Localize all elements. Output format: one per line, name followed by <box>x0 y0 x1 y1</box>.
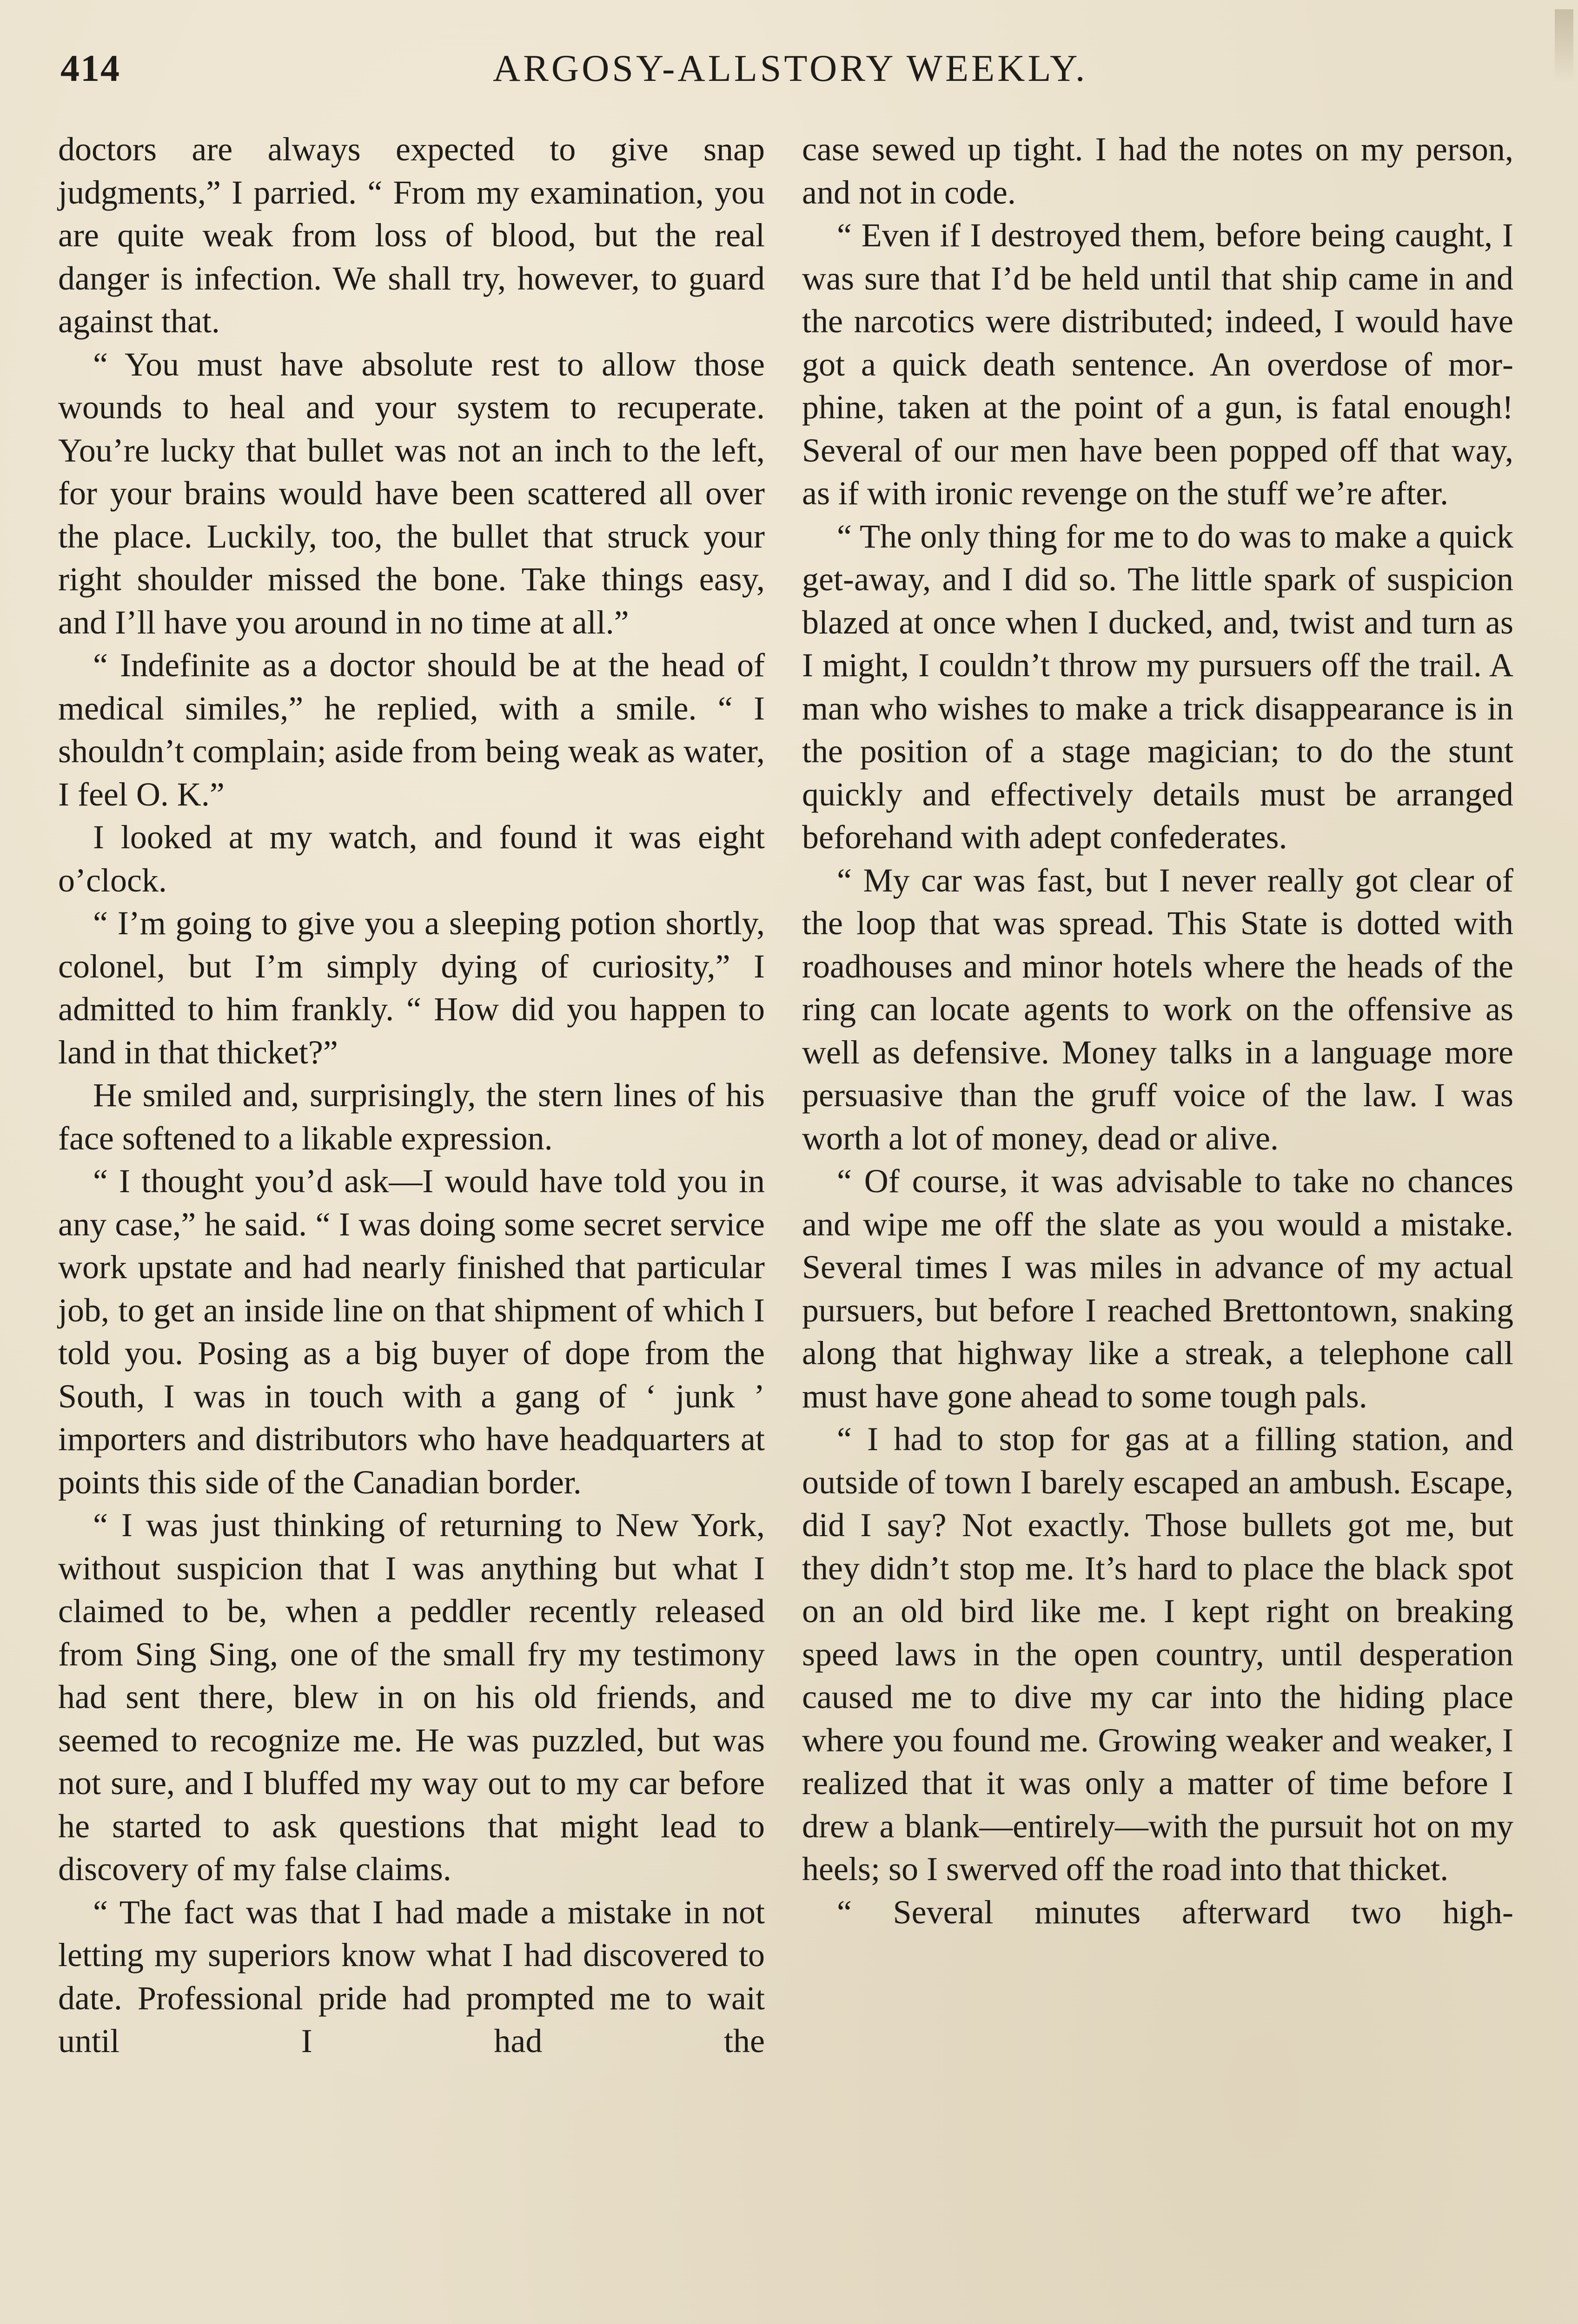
paragraph: He smiled and, surprisingly, the stern lines of his face softened to a likable expression. <box>58 1076 765 1157</box>
page-header <box>60 46 1530 98</box>
paragraph: “ My car was fast, but I never really got clear of the loop that was spread. This State is dotted with roadhouses and minor hotels where the heads of the ring can locate agents to work on the offensive as well as defensive. Money talks in a language more persuasive than the gruff voice of the law. I was worth a lot of money, dead or alive. <box>802 861 1513 1157</box>
paragraph: case sewed up tight. I had the notes on my person, and not in code. <box>802 131 1513 211</box>
left-column <box>58 128 765 2063</box>
paragraph: “ The only thing for me to do was to make a quick get-away, and I did so. The little spark of suspicion blazed at once when I ducked, and, twist and turn as I might, I couldn’t throw my pursuers off the trail. A man who wishes to make a trick disappearance is in the position of a stage magician; to do the stunt quickly and effectively details must be arranged beforehand with adept confederates. <box>802 517 1513 856</box>
paragraph: “ I had to stop for gas at a filling station, and outside of town I barely escaped an ambush. Escape, did I say? Not exactly. Those bullets got me, but they didn’t stop me. It’s hard to place the black spot on an old bird like me. I kept right on breaking speed laws in the open country, until desperation caused me to dive my car into the hiding place where you found me. Growing weaker and weaker, I realized that it was only a matter of time before I drew a blank—entirely—with the pursuit hot on my heels; so I swerved off the road into that thicket. <box>802 1420 1513 1888</box>
paragraph: “ The fact was that I had made a mistake in not letting my superiors know what I had discovered to date. Professional pride had prompted me to wait until I had the <box>58 1893 765 2060</box>
paragraph: “ Even if I destroyed them, before being caught, I was sure that I’d be held until that ship came in and the narcotics were distributed; indeed, I would have got a quick death sentence. An overdose of morphine, taken at the point of a gun, is fatal enough! Several of our men have been popped off that way, as if with ironic revenge on the stuff we’re after. <box>802 217 1513 512</box>
paragraph: I looked at my watch, and found it was eight o’clock. <box>58 819 765 899</box>
paragraph: “ I thought you’d ask—I would have told you in any case,” he said. “ I was doing some secret service work upstate and had nearly finished that particular job, to get an inside line on that shipment of which I told you. Posing as a big buyer of dope from the South, I was in touch with a gang of ‘ junk ’ importers and distributors who have headquarters at points this side of the Canadian border. <box>58 1162 765 1501</box>
paragraph: “ I was just thinking of returning to New York, without suspicion that I was anything but what I claimed to be, when a peddler recently released from Sing Sing, one of the small fry my testimony had sent there, blew in on his old friends, and seemed to recognize me. He was puzzled, but was not sure, and I bluffed my way out to my car before he started to ask questions that might lead to discovery of my false claims. <box>58 1506 765 1888</box>
paragraph: “ You must have absolute rest to allow those wounds to heal and your system to recuperate. You’re lucky that bullet was not an inch to the left, for your brains would have been scattered all over the place. Luckily, too, the bullet that struck your right shoulder missed the bone. Take things easy, and I’ll have you around in no time at all.” <box>58 345 765 641</box>
paragraph: “ Several minutes afterward two high- <box>837 1893 1513 1931</box>
right-column <box>802 128 1513 1934</box>
paragraph: “ Of course, it was advisable to take no chances and wipe me off the slate as you would a mistake. Several times I was miles in advance of my actual pursuers, but before I reached Brettontown, snaking along that highway like a streak, a telephone call must have gone ahead to some tough pals. <box>802 1162 1513 1415</box>
page-edge-shadow <box>1555 9 1573 84</box>
paragraph: “ Indefinite as a doctor should be at the head of medical similes,” he replied, with a smile. “ I shouldn’t complain; aside from being weak as water, I feel O. K.” <box>58 647 765 813</box>
paragraph: doctors are always expected to give snap judgments,” I parried. “ From my examination, you are quite weak from loss of blood, but the real danger is infection. We shall try, however, to guard against that. <box>58 131 765 340</box>
page-number: 414 <box>60 47 120 89</box>
running-title: ARGOSY-ALLSTORY WEEKLY. <box>493 47 1088 89</box>
paragraph: “ I’m going to give you a sleeping potion shortly, colonel, but I’m simply dying of curiosity,” I admitted to him frankly. “ How did you happen to land in that thicket?” <box>58 905 765 1071</box>
